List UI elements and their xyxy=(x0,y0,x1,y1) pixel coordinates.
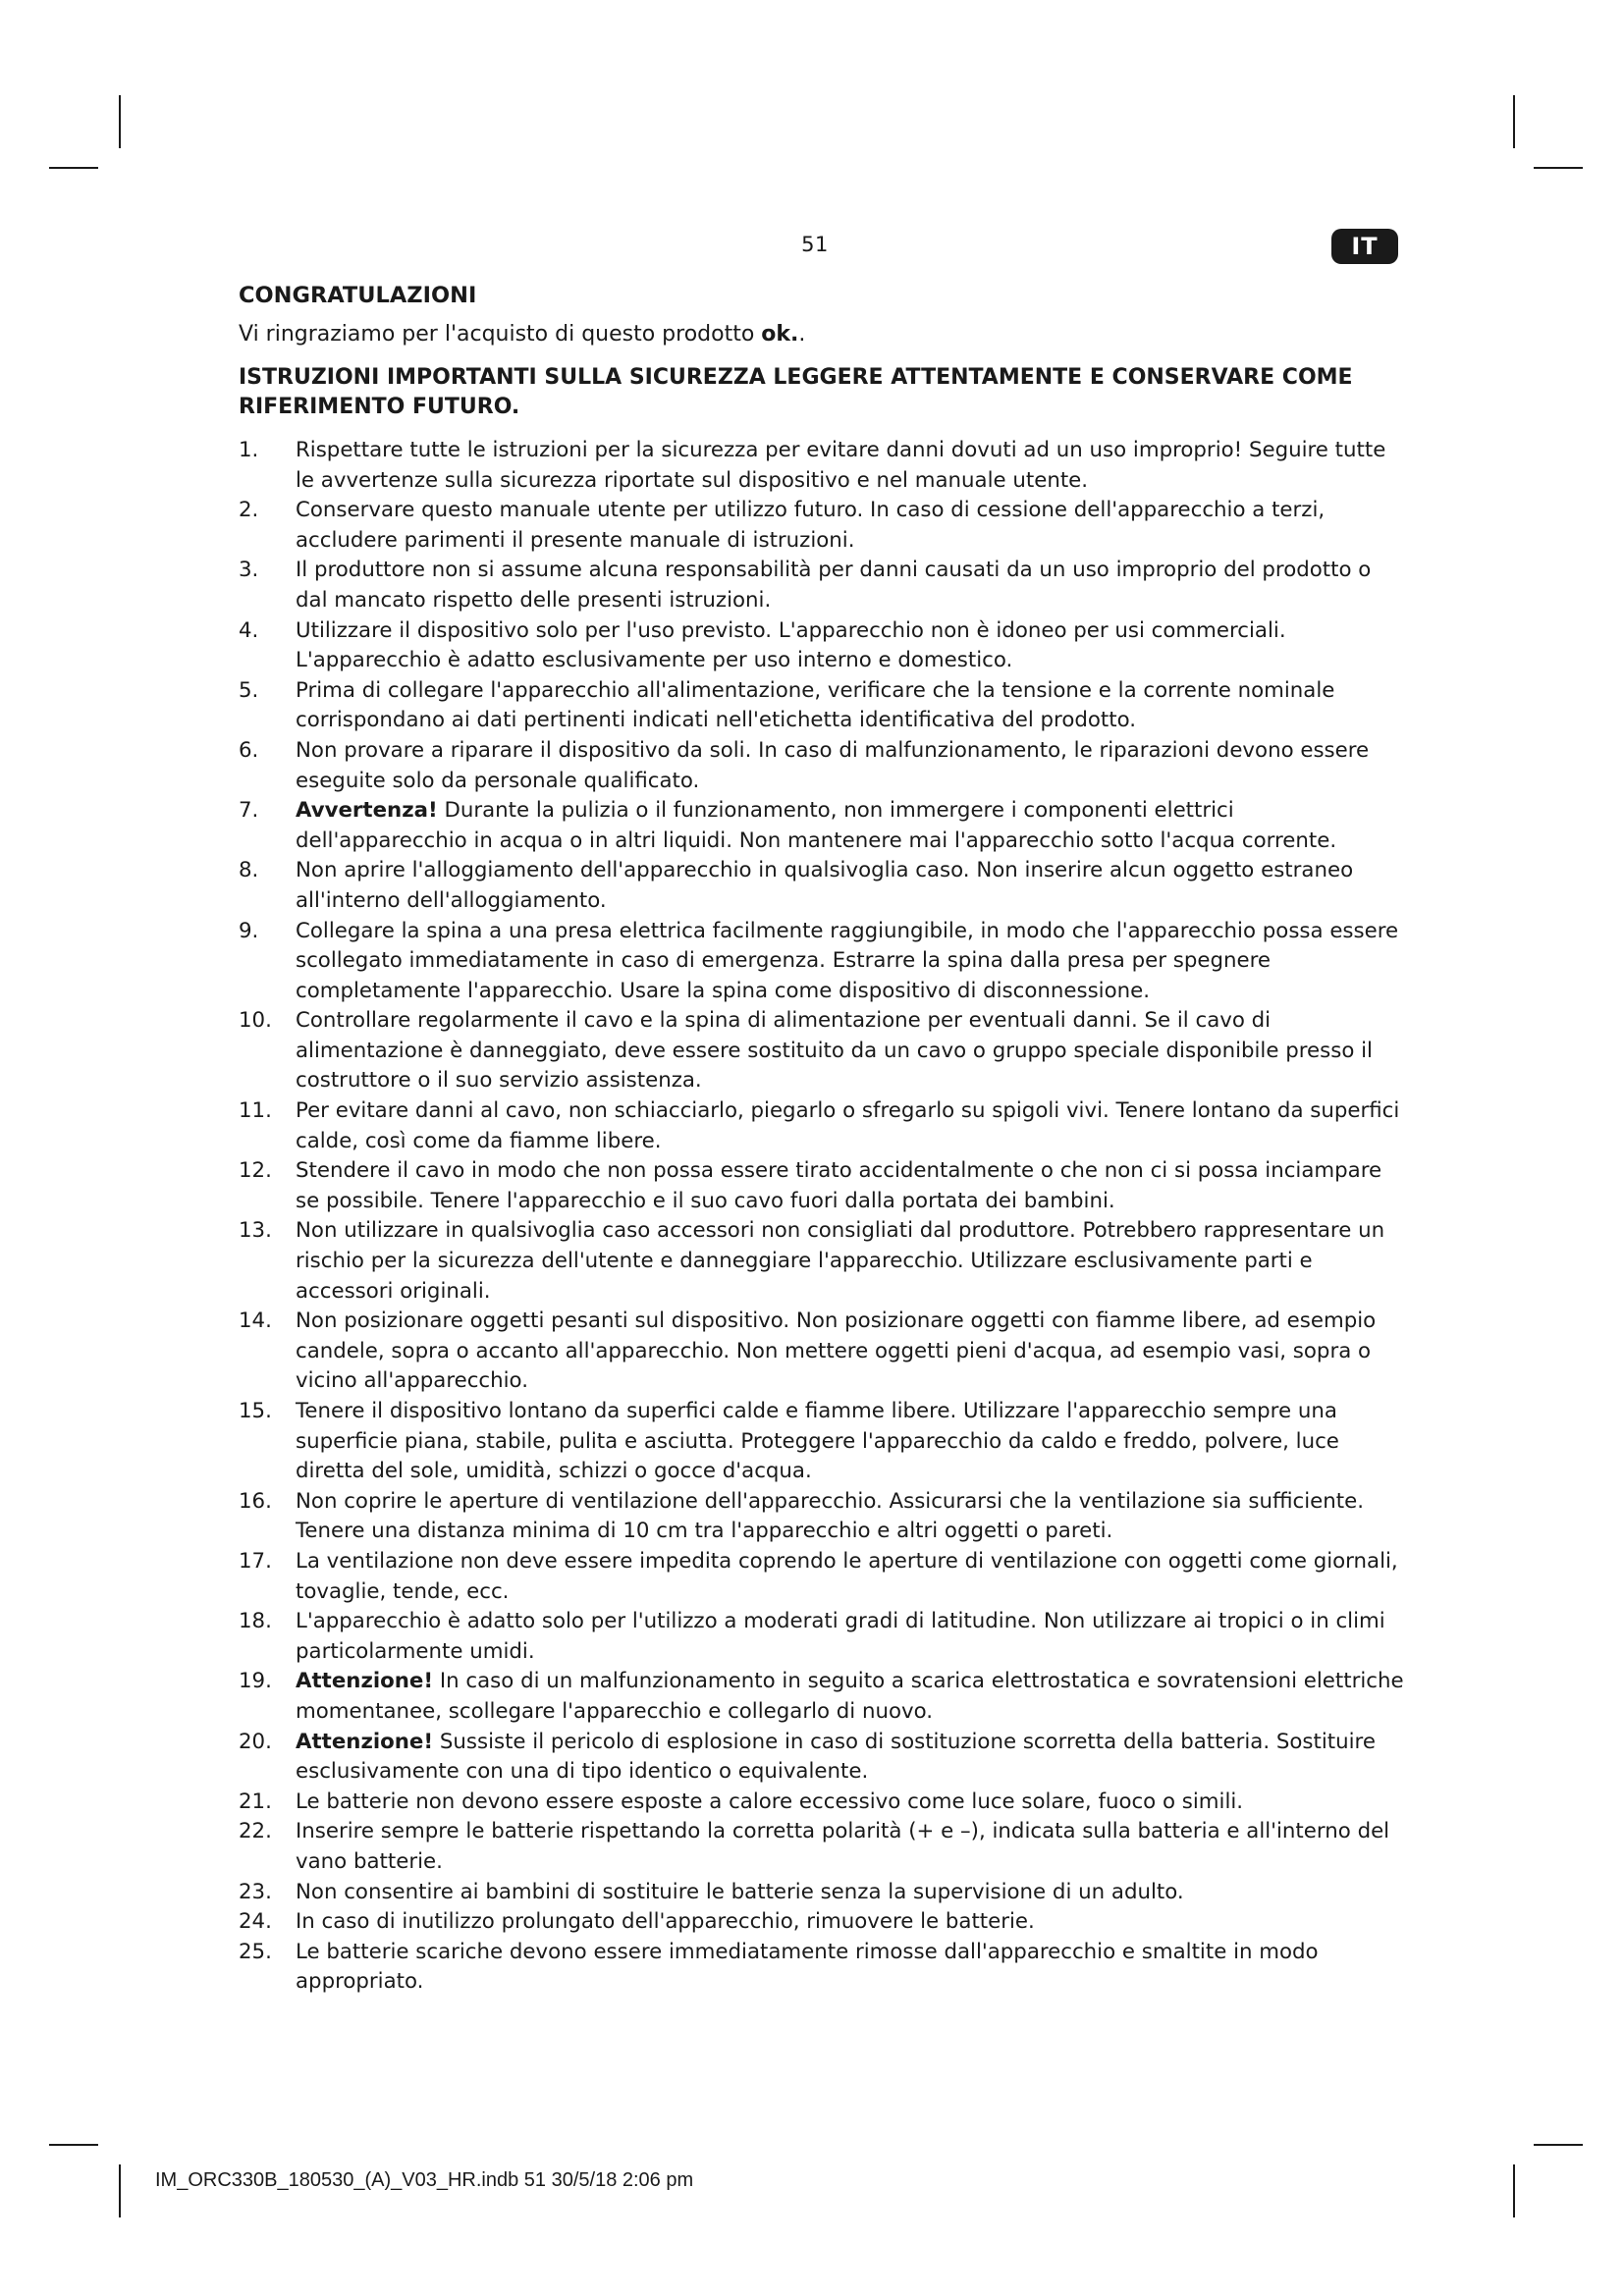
list-item-number: 11. xyxy=(239,1098,272,1124)
list-item xyxy=(239,1397,1407,1487)
list-item xyxy=(239,496,1407,556)
crop-mark xyxy=(1534,2144,1583,2146)
list-item-text: Inserire sempre le batterie rispettando la corretta polarità (+ e –), indicata sulla batteria e all'interno del vano batterie. xyxy=(296,1819,1390,1874)
list-item xyxy=(239,1006,1407,1096)
list-item-number: 14. xyxy=(239,1308,272,1334)
list-item-text: Non utilizzare in qualsivoglia caso accessori non consigliati dal produttore. Potrebbero rappresentare un rischio per la sicurezza dell'utente e danneggiare l'apparecchio. Utilizzare esclusivamente parti e accessori originali. xyxy=(296,1218,1385,1304)
list-item-number: 24. xyxy=(239,1909,272,1935)
list-item xyxy=(239,917,1407,1007)
list-item xyxy=(239,1938,1407,1998)
list-item xyxy=(239,796,1407,856)
list-item-text: Non consentire ai bambini di sostituire le batterie senza la supervisione di un adulto. xyxy=(296,1879,1184,1904)
list-item-number: 12. xyxy=(239,1158,272,1184)
list-item-number: 4. xyxy=(239,617,259,643)
list-item xyxy=(239,1788,1407,1818)
list-item xyxy=(239,856,1407,916)
thanks-prefix: Vi ringraziamo per l'acquisto di questo prodotto xyxy=(239,322,762,347)
list-item-number: 6. xyxy=(239,737,259,763)
list-item-text: Non provare a riparare il dispositivo da soli. In caso di malfunzionamento, le riparazioni devono essere eseguite solo da personale qualificato. xyxy=(296,737,1370,793)
list-item xyxy=(239,616,1407,676)
print-file-info: IM_ORC330B_180530_(A)_V03_HR.indb 51 30/5/18 2:06 pm xyxy=(155,2169,694,2191)
list-item-text: Non posizionare oggetti pesanti sul dispositivo. Non posizionare oggetti con fiamme libere, ad esempio candele, sopra o accanto all'apparecchio. Non mettere oggetti pieni d'acqua, ad esempio vasi, sopra o vicino all'apparecchio. xyxy=(296,1308,1377,1394)
list-item-number: 3. xyxy=(239,558,259,583)
list-item-number: 9. xyxy=(239,918,259,943)
list-item-warning: Attenzione! xyxy=(296,1669,434,1694)
list-item-text: Stendere il cavo in modo che non possa essere tirato accidentalmente o che non ci si possa inciampare se possibile. Tenere l'apparecchio e il suo cavo fuori dalla portata dei bambini. xyxy=(296,1158,1382,1213)
list-item xyxy=(239,1156,1407,1216)
list-item-text: Collegare la spina a una presa elettrica facilmente raggiungibile, in modo che l'apparecchio possa essere scollegato immediatamente in caso di emergenza. Estrarre la spina dalla presa per spegnere completamente l'apparecchio. Usare la spina come dispositivo di disconnessione. xyxy=(296,918,1399,1003)
list-item-number: 22. xyxy=(239,1819,272,1844)
crop-mark xyxy=(49,2144,98,2146)
list-item xyxy=(239,1667,1407,1727)
crop-mark xyxy=(49,167,98,169)
thanks-text xyxy=(239,320,1407,349)
list-item-number: 21. xyxy=(239,1789,272,1814)
thanks-suffix: . xyxy=(798,322,806,347)
list-item xyxy=(239,1728,1407,1788)
list-item-text: L'apparecchio è adatto solo per l'utilizzo a moderati gradi di latitudine. Non utilizzare ai tropici o in climi particolarmente umidi. xyxy=(296,1609,1385,1664)
language-badge: IT xyxy=(1331,229,1398,264)
list-item-text: Le batterie non devono essere esposte a calore eccessivo come luce solare, fuoco o simili. xyxy=(296,1789,1244,1814)
list-item-text: Utilizzare il dispositivo solo per l'uso previsto. L'apparecchio non è idoneo per usi commerciali. L'apparecchio è adatto esclusivamente per uso interno e domestico. xyxy=(296,617,1286,673)
list-item xyxy=(239,1817,1407,1877)
list-item-text: Conservare questo manuale utente per utilizzo futuro. In caso di cessione dell'apparecchio a terzi, accludere parimenti il presente manuale di istruzioni. xyxy=(296,498,1326,553)
list-item-text: Durante la pulizia o il funzionamento, non immergere i componenti elettrici dell'apparecchio in acqua o in altri liquidi. Non mantenere mai l'apparecchio sotto l'acqua corrente. xyxy=(296,798,1337,853)
list-item xyxy=(239,1547,1407,1607)
list-item-text: Tenere il dispositivo lontano da superfici calde e fiamme libere. Utilizzare l'apparecchio sempre una superficie piana, stabile, pulita e asciutta. Proteggere l'apparecchio da caldo e freddo, polvere, luce diretta del sole, umidità, schizzi o gocce d'acqua. xyxy=(296,1399,1339,1484)
list-item-number: 23. xyxy=(239,1879,272,1904)
list-item xyxy=(239,556,1407,615)
list-item-number: 15. xyxy=(239,1399,272,1423)
safety-instructions-list xyxy=(239,436,1407,1998)
list-item-text: La ventilazione non deve essere impedita coprendo le aperture di ventilazione con oggetti come giornali, tovaglie, tende, ecc. xyxy=(296,1548,1398,1604)
list-item-warning: Attenzione! xyxy=(296,1729,434,1754)
list-item xyxy=(239,1878,1407,1908)
list-item xyxy=(239,676,1407,736)
list-item xyxy=(239,436,1407,496)
list-item xyxy=(239,1607,1407,1667)
crop-mark xyxy=(1513,95,1515,148)
crop-mark xyxy=(1534,167,1583,169)
crop-mark xyxy=(1513,2164,1515,2217)
list-item xyxy=(239,1216,1407,1307)
list-item-number: 19. xyxy=(239,1669,272,1694)
list-item-warning: Avvertenza! xyxy=(296,798,438,824)
list-item xyxy=(239,1096,1407,1156)
list-item-number: 8. xyxy=(239,858,259,883)
list-item-number: 7. xyxy=(239,798,259,824)
list-item-number: 10. xyxy=(239,1008,272,1034)
list-item-text: Non aprire l'alloggiamento dell'apparecchio in qualsivoglia caso. Non inserire alcun oggetto estraneo all'interno dell'alloggiamento. xyxy=(296,858,1354,913)
list-item-text: Sussiste il pericolo di esplosione in caso di sostituzione scorretta della batteria. Sostituire esclusivamente con una di tipo identico o equivalente. xyxy=(296,1729,1376,1785)
list-item xyxy=(239,1487,1407,1547)
list-item-number: 17. xyxy=(239,1548,272,1574)
list-item-number: 5. xyxy=(239,677,259,703)
list-item-number: 16. xyxy=(239,1488,272,1514)
main-content xyxy=(239,281,1407,1998)
list-item-text: Controllare regolarmente il cavo e la spina di alimentazione per eventuali danni. Se il cavo di alimentazione è danneggiato, deve essere sostituito da un cavo o gruppo speciale disponibile presso il costruttore o il suo servizio assistenza. xyxy=(296,1008,1373,1094)
crop-mark xyxy=(119,95,121,148)
list-item-text: Non coprire le aperture di ventilazione dell'apparecchio. Assicurarsi che la ventilazione sia sufficiente. Tenere una distanza minima di 10 cm tra l'apparecchio e altri oggetti o pareti. xyxy=(296,1488,1364,1544)
list-item-text: In caso di inutilizzo prolungato dell'apparecchio, rimuovere le batterie. xyxy=(296,1909,1035,1935)
list-item-number: 18. xyxy=(239,1609,272,1634)
list-item-text: Prima di collegare l'apparecchio all'alimentazione, verificare che la tensione e la corrente nominale corrispondano ai dati pertinenti indicati nell'etichetta identificativa del prodotto. xyxy=(296,677,1335,733)
congratulations-title: CONGRATULAZIONI xyxy=(239,283,477,308)
list-item-text: Rispettare tutte le istruzioni per la sicurezza per evitare danni dovuti ad un uso improprio! Seguire tutte le avvertenze sulla sicurezza riportate sul dispositivo e nel manuale utente. xyxy=(296,438,1386,493)
list-item-number: 20. xyxy=(239,1729,272,1754)
list-item xyxy=(239,736,1407,796)
list-item-text: Il produttore non si assume alcuna responsabilità per danni causati da un uso improprio del prodotto o dal mancato rispetto delle presenti istruzioni. xyxy=(296,558,1372,613)
list-item-text: In caso di un malfunzionamento in seguito a scarica elettrostatica e sovratensioni elettriche momentanee, scollegare l'apparecchio e collegarlo di nuovo. xyxy=(296,1669,1404,1724)
crop-mark xyxy=(119,2164,121,2217)
list-item xyxy=(239,1307,1407,1397)
list-item-number: 2. xyxy=(239,498,259,523)
list-item xyxy=(239,1907,1407,1938)
list-item-number: 25. xyxy=(239,1939,272,1964)
list-item-text: Per evitare danni al cavo, non schiacciarlo, piegarlo o sfregarlo su spigoli vivi. Tenere lontano da superfici calde, così come da fiamme libere. xyxy=(296,1098,1400,1153)
list-item-number: 1. xyxy=(239,438,259,462)
list-item-number: 13. xyxy=(239,1218,272,1244)
page-number: 51 xyxy=(801,233,829,256)
list-item-text: Le batterie scariche devono essere immediatamente rimosse dall'apparecchio e smaltite in modo appropriato. xyxy=(296,1939,1319,1995)
safety-title: ISTRUZIONI IMPORTANTI SULLA SICUREZZA LEGGERE ATTENTAMENTE E CONSERVARE COME RIFERIMENTO FUTURO. xyxy=(239,365,1353,419)
brand-name: ok. xyxy=(761,322,799,347)
